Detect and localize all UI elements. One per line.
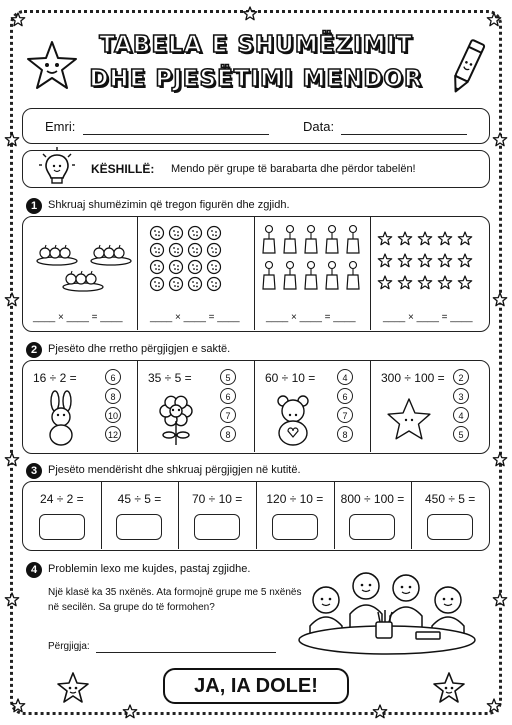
answer-option[interactable]: 6 xyxy=(337,388,353,404)
apple-icon xyxy=(114,248,124,258)
answer-option[interactable]: 2 xyxy=(453,369,469,385)
smiling-star-icon xyxy=(56,672,90,704)
star-icon xyxy=(378,232,391,245)
cookie-icon xyxy=(208,261,221,274)
apple-icon xyxy=(50,248,60,258)
division-problem xyxy=(138,361,254,453)
star-icon xyxy=(493,593,506,606)
date-label: Data: xyxy=(303,119,335,134)
star-icon xyxy=(487,699,500,712)
cookie-icon xyxy=(151,278,164,291)
cookie-icon xyxy=(151,261,164,274)
apple-icon xyxy=(104,248,114,258)
mental-division-problem xyxy=(178,482,256,550)
answer-option[interactable]: 3 xyxy=(453,388,469,404)
answer-box[interactable] xyxy=(272,514,318,540)
mental-division-problem xyxy=(411,482,489,550)
multiplication-blank[interactable]: ____ × ____ = ____ xyxy=(33,312,123,323)
apple-icon xyxy=(94,248,104,258)
division-expression: 70 ÷ 10 = xyxy=(192,492,243,506)
answer-option[interactable]: 12 xyxy=(105,426,121,442)
section-1-instruction: Shkruaj shumëzimin që tregon figurën dhe zgjidh. xyxy=(48,199,290,211)
section-1-number: 1 xyxy=(26,198,42,214)
star-icon xyxy=(398,254,411,267)
flower-vase-icon xyxy=(326,262,338,290)
star-icon xyxy=(378,276,391,289)
section-2-box xyxy=(22,360,490,454)
name-field[interactable] xyxy=(83,134,269,135)
mental-division-problem xyxy=(23,482,101,550)
section-1-box xyxy=(22,216,490,332)
tip-box xyxy=(22,150,490,188)
section-3-box xyxy=(22,481,490,551)
cookie-icon xyxy=(170,244,183,257)
answer-label: Përgjigja: xyxy=(48,641,90,652)
division-expression: 120 ÷ 10 = xyxy=(266,492,324,506)
division-expression: 16 ÷ 2 = xyxy=(33,371,77,385)
section-2-number: 2 xyxy=(26,342,42,358)
word-problem-line-1: Një klasë ka 35 nxënës. Ata formojnë grupe me 5 nxënës xyxy=(48,587,302,598)
star-icon xyxy=(5,293,18,306)
lightbulb-icon xyxy=(39,147,75,187)
flower-vase-icon xyxy=(347,226,359,254)
section-3-instruction: Pjesëto mendërisht dhe shkruaj përgjigjen në kutitë. xyxy=(48,464,301,476)
section-4-instruction: Problemin lexo me kujdes, pastaj zgjidhe. xyxy=(48,563,251,575)
answer-box[interactable] xyxy=(39,514,85,540)
flower-vase-icon xyxy=(263,262,275,290)
apple-icon xyxy=(66,274,76,284)
division-expression: 45 ÷ 5 = xyxy=(117,492,162,506)
section-3-number: 3 xyxy=(26,463,42,479)
answer-option[interactable]: 6 xyxy=(220,388,236,404)
cookie-icon xyxy=(170,261,183,274)
star-icon xyxy=(458,276,471,289)
apple-group xyxy=(37,245,77,265)
flower-icon xyxy=(152,393,202,447)
cookie-icon xyxy=(151,244,164,257)
apple-icon xyxy=(40,248,50,258)
apple-group xyxy=(63,271,103,291)
title-line-2: DHE PJESËTIMI MENDOR xyxy=(89,66,423,92)
division-expression: 300 ÷ 100 = xyxy=(381,371,445,385)
flower-vase-icon xyxy=(305,262,317,290)
multiplication-blank[interactable]: ____ × ____ = ____ xyxy=(150,312,240,323)
star-icon xyxy=(373,705,386,718)
section-2-instruction: Pjesëto dhe rretho përgjigjen e saktë. xyxy=(48,343,231,355)
title-line-1: TABELA E SHUMËZIMIT xyxy=(99,32,413,58)
star-icon xyxy=(493,133,506,146)
teddy-bear-icon xyxy=(269,393,319,447)
star-icon xyxy=(493,293,506,306)
star-icon xyxy=(5,453,18,466)
pencil-icon xyxy=(446,36,488,98)
cookie-icon xyxy=(151,227,164,240)
star-icon xyxy=(493,453,506,466)
cookie-icon xyxy=(208,227,221,240)
star-icon xyxy=(398,232,411,245)
answer-option[interactable]: 4 xyxy=(453,407,469,423)
name-label: Emri: xyxy=(45,119,76,134)
cookie-icon xyxy=(189,261,202,274)
star-icon xyxy=(243,7,256,20)
multiplication-blank[interactable]: ____ × ____ = ____ xyxy=(383,312,473,323)
division-expression: 800 ÷ 100 = xyxy=(340,492,405,506)
answer-option[interactable]: 4 xyxy=(337,369,353,385)
answer-option[interactable]: 7 xyxy=(337,407,353,423)
children-at-table-icon xyxy=(292,566,478,662)
cookie-icon xyxy=(170,227,183,240)
flower-vase-icon xyxy=(263,226,275,254)
answer-box[interactable] xyxy=(427,514,473,540)
flower-vase-icon xyxy=(305,226,317,254)
division-problem xyxy=(371,361,487,453)
success-banner: JA, IA DOLE! xyxy=(163,668,349,704)
name-date-box xyxy=(22,108,490,144)
apple-icon xyxy=(60,248,70,258)
flower-vase-icon xyxy=(326,226,338,254)
apple-icon xyxy=(86,274,96,284)
answer-box[interactable] xyxy=(116,514,162,540)
cookie-icon xyxy=(208,244,221,257)
star-icon xyxy=(418,254,431,267)
mental-division-problem xyxy=(334,482,412,550)
answer-option[interactable]: 7 xyxy=(220,407,236,423)
section-4-number: 4 xyxy=(26,562,42,578)
star-icon xyxy=(11,13,24,26)
division-problem xyxy=(23,361,139,453)
division-expression: 60 ÷ 10 = xyxy=(265,371,316,385)
division-expression: 450 ÷ 5 = xyxy=(425,492,476,506)
answer-option[interactable]: 6 xyxy=(105,369,121,385)
cookie-icon xyxy=(208,278,221,291)
tip-text: Mendo për grupe të barabarta dhe përdor tabelën! xyxy=(171,163,416,175)
star-icon xyxy=(5,593,18,606)
cookie-icon xyxy=(189,244,202,257)
answer-option[interactable]: 10 xyxy=(105,407,121,423)
division-problem xyxy=(255,361,371,453)
cookie-icon xyxy=(170,278,183,291)
answer-option[interactable]: 8 xyxy=(105,388,121,404)
star-icon xyxy=(458,254,471,267)
flower-vase-icon xyxy=(284,226,296,254)
smiling-star-icon xyxy=(432,672,466,704)
star-icon xyxy=(398,276,411,289)
answer-option[interactable]: 8 xyxy=(220,426,236,442)
section-1-figures xyxy=(23,217,491,317)
division-expression: 24 ÷ 2 = xyxy=(40,492,84,506)
division-expression: 35 ÷ 5 = xyxy=(148,371,192,385)
mental-division-problem xyxy=(101,482,179,550)
cookie-icon xyxy=(189,227,202,240)
mental-division-problem xyxy=(256,482,334,550)
star-icon xyxy=(458,232,471,245)
star-icon xyxy=(438,254,451,267)
star-icon xyxy=(378,254,391,267)
date-field[interactable] xyxy=(341,134,467,135)
flower-vase-icon xyxy=(347,262,359,290)
star-icon xyxy=(418,232,431,245)
tip-label: KËSHILLË: xyxy=(91,162,155,176)
answer-option[interactable]: 5 xyxy=(220,369,236,385)
smiling-star-icon xyxy=(385,393,435,447)
star-icon xyxy=(5,133,18,146)
star-icon xyxy=(418,276,431,289)
word-problem-line-2: në secilën. Sa grupe do të formohen? xyxy=(48,602,215,613)
star-icon xyxy=(11,699,24,712)
multiplication-blank[interactable]: ____ × ____ = ____ xyxy=(266,312,356,323)
answer-option[interactable]: 8 xyxy=(337,426,353,442)
answer-box[interactable] xyxy=(349,514,395,540)
answer-option[interactable]: 5 xyxy=(453,426,469,442)
star-icon xyxy=(487,13,500,26)
flower-vase-icon xyxy=(284,262,296,290)
apple-group xyxy=(91,245,131,265)
bunny-icon xyxy=(37,393,87,447)
star-icon xyxy=(123,705,136,718)
apple-icon xyxy=(76,274,86,284)
cookie-icon xyxy=(189,278,202,291)
answer-box[interactable] xyxy=(194,514,240,540)
star-icon xyxy=(438,276,451,289)
answer-field[interactable] xyxy=(96,652,276,653)
star-icon xyxy=(438,232,451,245)
